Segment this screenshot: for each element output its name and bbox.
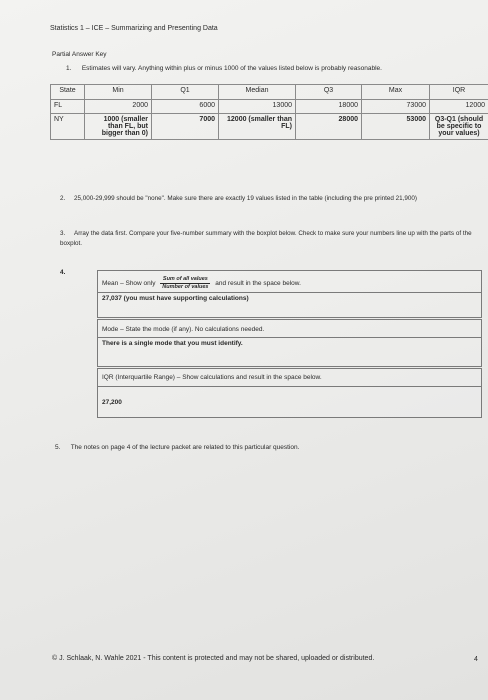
- header-cell-median: Median: [219, 85, 296, 100]
- page-header: Statistics 1 – ICE – Summarizing and Presenting Data: [50, 25, 218, 32]
- cell-iqr: Q3-Q1 (should be specific to your values): [430, 114, 488, 140]
- cell-q3: 18000: [296, 100, 362, 114]
- table-row: [51, 114, 488, 140]
- cell-max: 73000: [362, 100, 430, 114]
- fraction-numerator: Sum of all values: [160, 276, 210, 284]
- cell-state: NY: [51, 114, 85, 140]
- item-2-number: 2.: [60, 195, 66, 202]
- cell-median: 13000: [219, 100, 296, 114]
- item-4-number: 4.: [60, 269, 66, 276]
- cell-min: 2000: [85, 100, 152, 114]
- mean-fraction: [160, 276, 210, 291]
- mean-instruction: [102, 276, 301, 291]
- item-5: [55, 444, 299, 451]
- item-3-text: Array the data first. Compare your five-number summary with the boxplot below. Check to make sure your numbers line up with the parts of the boxplot.: [60, 230, 472, 247]
- fraction-denominator: Number of values: [162, 284, 209, 290]
- mean-divider: [98, 292, 481, 293]
- iqr-divider: [98, 386, 481, 387]
- item-2-text: 25,000-29,999 should be "none". Make sure there are exactly 19 values listed in the table (including the pre printed 21,900): [74, 195, 417, 202]
- item-2: [60, 194, 488, 204]
- five-number-summary-table: [50, 84, 488, 140]
- cell-max: 53000: [362, 114, 430, 140]
- item-1: [66, 65, 382, 72]
- header-cell-iqr: IQR: [430, 85, 488, 100]
- mode-answer: There is a single mode that you must identify.: [102, 340, 243, 347]
- copyright-footer: © J. Schlaak, N. Wahle 2021 - This content is protected and may not be shared, uploaded or distributed.: [52, 655, 375, 662]
- mode-box: [97, 319, 482, 367]
- cell-q1: 6000: [152, 100, 219, 114]
- cell-q3: 28000: [296, 114, 362, 140]
- page-number: 4: [474, 656, 478, 663]
- header-cell-max: Max: [362, 85, 430, 100]
- mean-prefix: Mean – Show only: [102, 280, 156, 288]
- cell-min: 1000 (smaller than FL, but bigger than 0): [85, 114, 152, 140]
- item-5-number: 5.: [55, 444, 61, 451]
- table-header-row: [51, 85, 488, 100]
- item-3-number: 3.: [60, 230, 66, 237]
- header-cell-state: State: [51, 85, 85, 100]
- cell-median: 12000 (smaller than FL): [219, 114, 296, 140]
- cell-q1: 7000: [152, 114, 219, 140]
- mean-box: [97, 270, 482, 318]
- mean-suffix: and result in the space below.: [215, 280, 301, 288]
- header-cell-q1: Q1: [152, 85, 219, 100]
- header-cell-q3: Q3: [296, 85, 362, 100]
- iqr-answer: 27,200: [102, 399, 122, 406]
- item-5-text: The notes on page 4 of the lecture packet are related to this particular question.: [70, 444, 300, 451]
- mean-answer: 27,037 (you must have supporting calculations): [102, 295, 249, 302]
- mode-divider: [98, 337, 481, 338]
- item-3: [60, 229, 488, 249]
- header-cell-min: Min: [85, 85, 152, 100]
- page-subtitle: Partial Answer Key: [52, 51, 107, 58]
- mode-instruction: Mode – State the mode (if any). No calculations needed.: [102, 326, 265, 333]
- table-row: [51, 100, 488, 114]
- iqr-box: [97, 368, 482, 418]
- item-1-text: Estimates will vary. Anything within plus or minus 1000 of the values listed below is probably reasonable.: [81, 65, 382, 72]
- cell-state: FL: [51, 100, 85, 114]
- item-1-number: 1.: [66, 65, 72, 72]
- iqr-instruction: IQR (Interquartile Range) – Show calculations and result in the space below.: [102, 374, 322, 381]
- cell-iqr: 12000: [430, 100, 488, 114]
